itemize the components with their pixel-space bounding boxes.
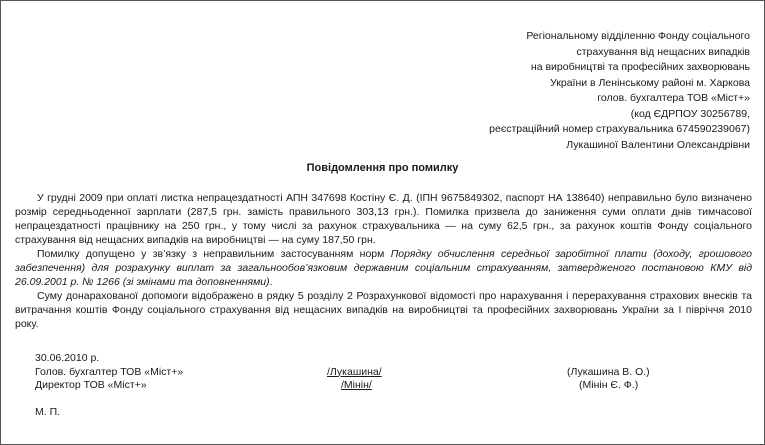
director-name: (Мінін Є. Ф.): [579, 379, 639, 391]
director-label: Директор ТОВ «Міст+»: [35, 379, 147, 391]
document-date: 30.06.2010 р.: [35, 352, 100, 364]
addressee-line: Регіональному відділенню Фонду соціального: [526, 30, 750, 42]
addressee-line: (код ЄДРПОУ 30256789,: [630, 107, 750, 120]
director-signature-row: [15, 378, 752, 392]
paragraph-error-reason: [15, 247, 752, 289]
director-signature: /Мінін/: [341, 379, 372, 391]
accountant-label: Голов. бухгалтер ТОВ «Міст+»: [35, 365, 184, 378]
addressee-line: України в Ленінському районі м. Харкова: [550, 76, 750, 89]
addressee-line: Лукашиної Валентини Олександрівни: [566, 138, 750, 151]
document-body: [15, 191, 752, 331]
addressee-line: голов. бухгалтера ТОВ «Міст+»: [597, 92, 750, 104]
addressee-line: страхування від нещасних випадків: [576, 45, 750, 58]
accountant-signature: /Лукашина/: [327, 365, 382, 378]
addressee-block: [489, 29, 750, 153]
paragraph-error-description: У грудні 2009 при оплаті листка непрацездатності АПН 347698 Костіну Є. Д. (ІПН 9675849302, паспорт НА 138640) неправильно було визначено розмір середньоденної зарплати (287,5 грн. замість правильного 303,13 грн.). Помилка призвела до заниження суми оплати днів тимчасової непрацездатності працівнику на 250 грн., у тому числі за рахунок страхувальника — на суму 62,5 грн., за рахунок коштів Фонду соціального страхування від нещасних випадків на виробництві — на суму 187,50 грн.: [15, 192, 752, 246]
accountant-signature-row: [15, 365, 752, 379]
paragraph-correction: Суму донарахованої допомоги відображено в рядку 5 розділу 2 Розрахункової відомості про нарахування і перерахування страхових внесків та витрачання коштів Фонду соціального страхування від нещасних випадків на виробництві та професійних захворювань України за І півріччя 2010 року.: [15, 290, 752, 330]
accountant-name: (Лукашина В. О.): [567, 365, 650, 378]
reason-end: .: [269, 276, 273, 288]
stamp-place: М. П.: [35, 406, 61, 418]
addressee-line: на виробництві та професійних захворювань: [530, 61, 750, 73]
signature-block: [15, 351, 752, 419]
reason-text: Помилку допущено у зв’язку з неправильним застосуванням норм: [37, 248, 391, 260]
addressee-line: реєстраційний номер страхувальника 674590239067): [489, 123, 750, 135]
document-title: Повідомлення про помилку: [306, 162, 459, 174]
regulation-reference: Порядку обчислення середньої заробітної плати (доходу, грошового забезпечення) для розрахунку виплат за загальнообов’язковим державним соціальним страхуванням, затвердженого постановою КМУ від 26.09.2001 р. № 1266 (зі змінами та доповненнями): [15, 248, 752, 288]
